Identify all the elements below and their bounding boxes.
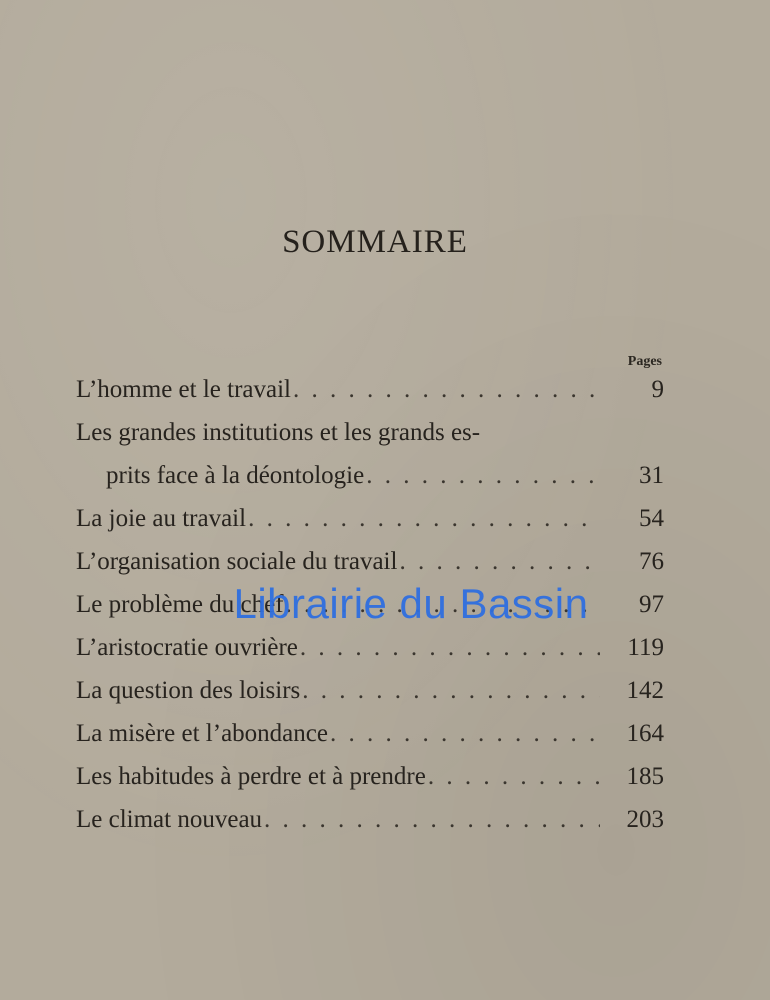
toc-entry-page: 9 [651, 376, 664, 403]
toc-entry-title: La question des loisirs [76, 677, 301, 704]
toc-entry [76, 368, 664, 411]
toc-entry-page: 185 [626, 763, 664, 790]
dot-leader [248, 497, 600, 540]
toc-entry-page: 76 [639, 548, 664, 575]
toc-entry-title: L’aristocratie ouvrière [76, 634, 298, 661]
toc-entry [76, 712, 664, 755]
watermark-text: Librairie du Bassin [233, 580, 589, 627]
toc-entry [76, 497, 664, 540]
dot-leader [302, 669, 600, 712]
dot-leader [293, 368, 600, 411]
toc-entry-title: La misère et l’abondance [76, 720, 328, 747]
dot-leader [366, 454, 600, 497]
toc-entry-page: 142 [626, 677, 664, 704]
dot-leader [264, 798, 600, 841]
toc-entry-page: 203 [626, 806, 664, 833]
dot-leader [428, 755, 600, 798]
toc-entry-title: Les grandes institutions et les grands es- [76, 419, 481, 446]
toc-entry [76, 540, 664, 583]
dot-leader [330, 712, 600, 755]
toc-entry-title: L’organisation sociale du travail [76, 548, 398, 575]
pages-column-header: Pages [627, 354, 662, 369]
toc-entry-title: Le climat nouveau [76, 806, 263, 833]
toc-entry [76, 755, 664, 798]
dot-leader [300, 626, 600, 669]
toc-entry [76, 411, 664, 454]
toc-entry [76, 798, 664, 841]
toc-entry-title-continued: prits face à la déontologie [106, 462, 365, 489]
toc-entry [76, 669, 664, 712]
toc-entry-page: 31 [639, 462, 664, 489]
dot-leader [399, 540, 600, 583]
toc-entry-title: La joie au travail [76, 505, 247, 532]
toc-entry-page: 54 [639, 505, 664, 532]
toc-entry-page: 97 [639, 591, 664, 618]
toc-entry-title: L’homme et le travail [76, 376, 291, 403]
toc-entry-title: Le problème du chef [76, 591, 284, 618]
toc-entry-page: 164 [626, 720, 664, 747]
toc-entry-continuation [76, 454, 664, 497]
page-title: SOMMAIRE [282, 224, 468, 260]
toc-entry-title: Les habitudes à perdre et à prendre [76, 763, 426, 790]
toc-entry-page: 119 [627, 634, 664, 661]
toc-entry [76, 626, 664, 669]
